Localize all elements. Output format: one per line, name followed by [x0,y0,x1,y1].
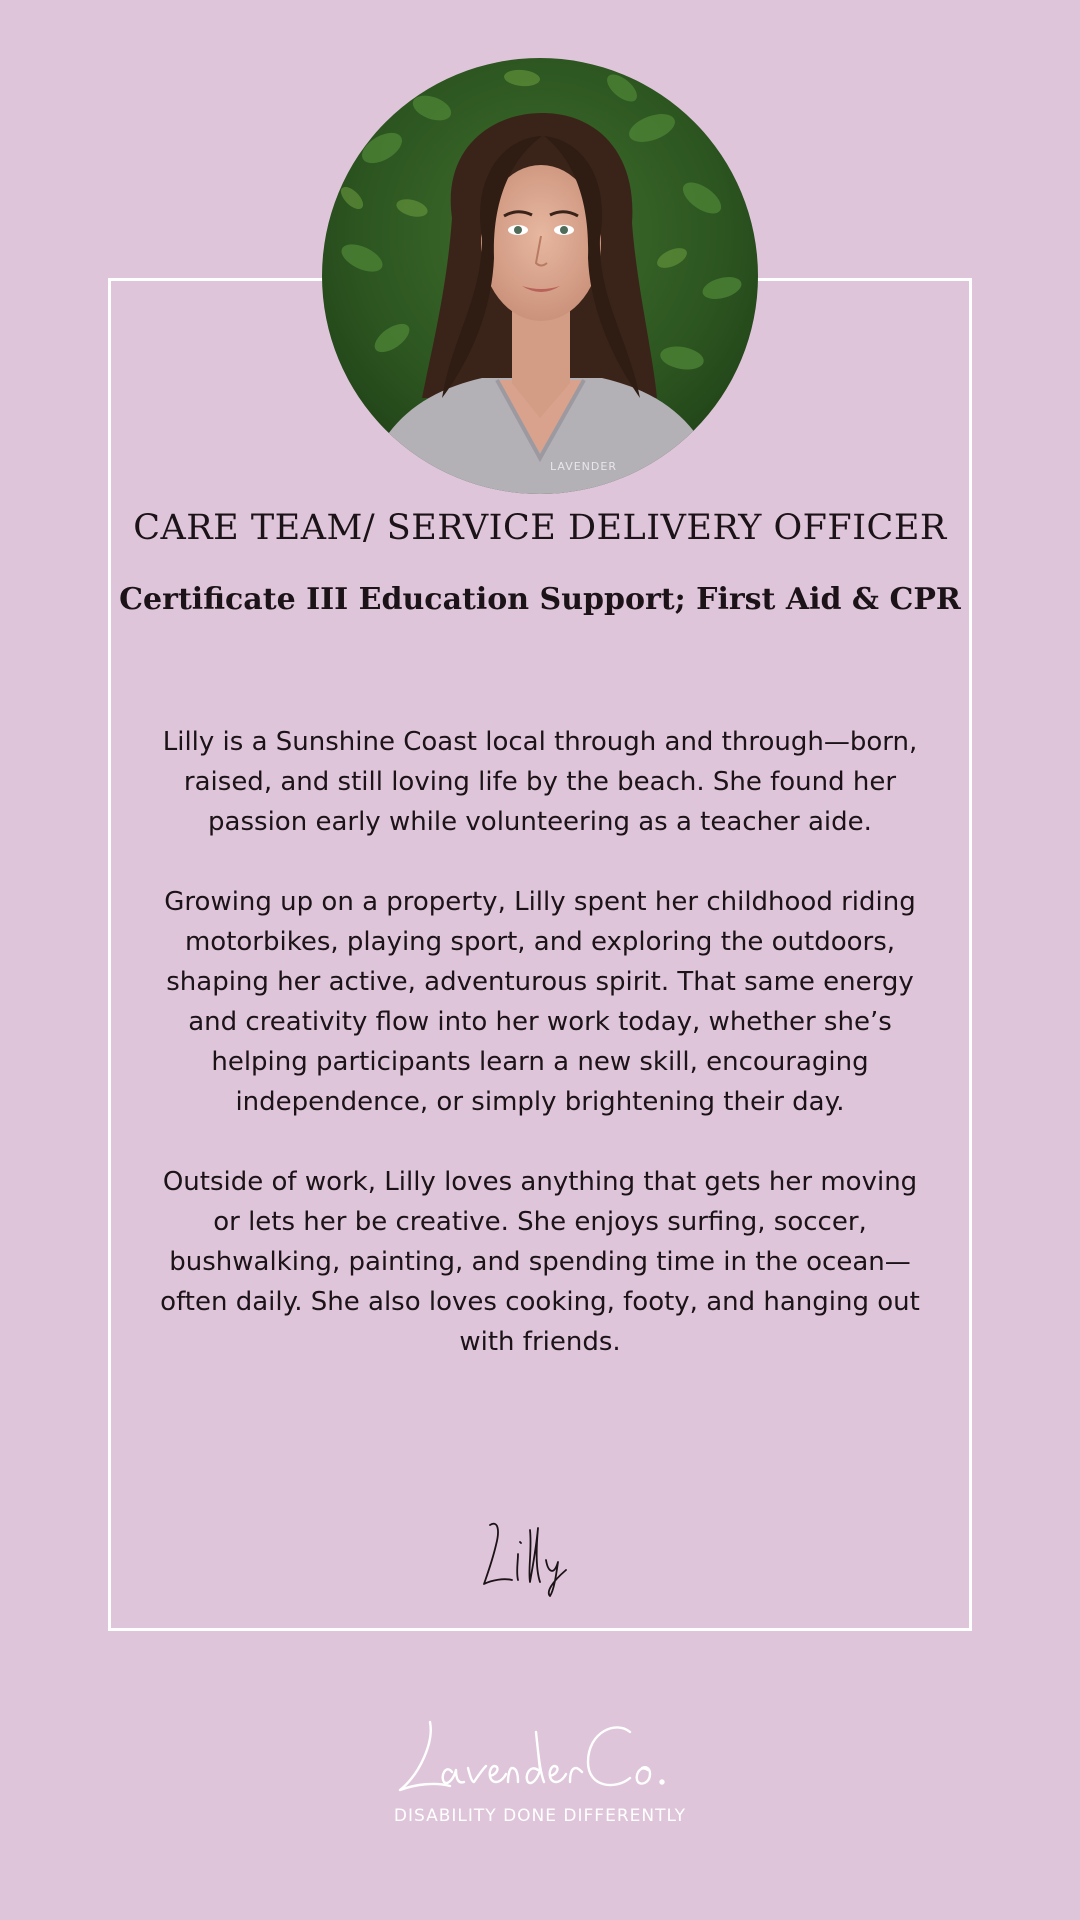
bio-paragraph: Lilly is a Sunshine Coast local through and through—born, raised, and still loving life by the beach. She found her passion early while volunteering as a teacher aide. [162,727,918,837]
brand-logo [390,1712,690,1812]
credentials: Certificate III Education Support; First Aid & CPR [119,582,961,617]
signature [470,1510,610,1600]
bio-paragraph: Growing up on a property, Lilly spent her childhood riding motorbikes, playing sport, and exploring the outdoors, shaping her active, adventurous spirit. That same energy and creativity flow into her work today, whether she’s helping participants learn a new skill, encouraging independence, or simply brightening their day. [164,887,916,1117]
svg-text:LAVENDER: LAVENDER [550,460,617,473]
brand-tagline: DISABILITY DONE DIFFERENTLY [393,1806,687,1826]
profile-photo [322,58,758,494]
bio-paragraph: Outside of work, Lilly loves anything that gets her moving or lets her be creative. She enjoys surfing, soccer, bushwalking, painting, and spending time in the ocean—often daily. She also loves cooking, footy, and hanging out with friends. [160,1167,920,1357]
role-title: CARE TEAM/ SERVICE DELIVERY OFFICER [133,508,947,548]
bio [160,722,920,1402]
